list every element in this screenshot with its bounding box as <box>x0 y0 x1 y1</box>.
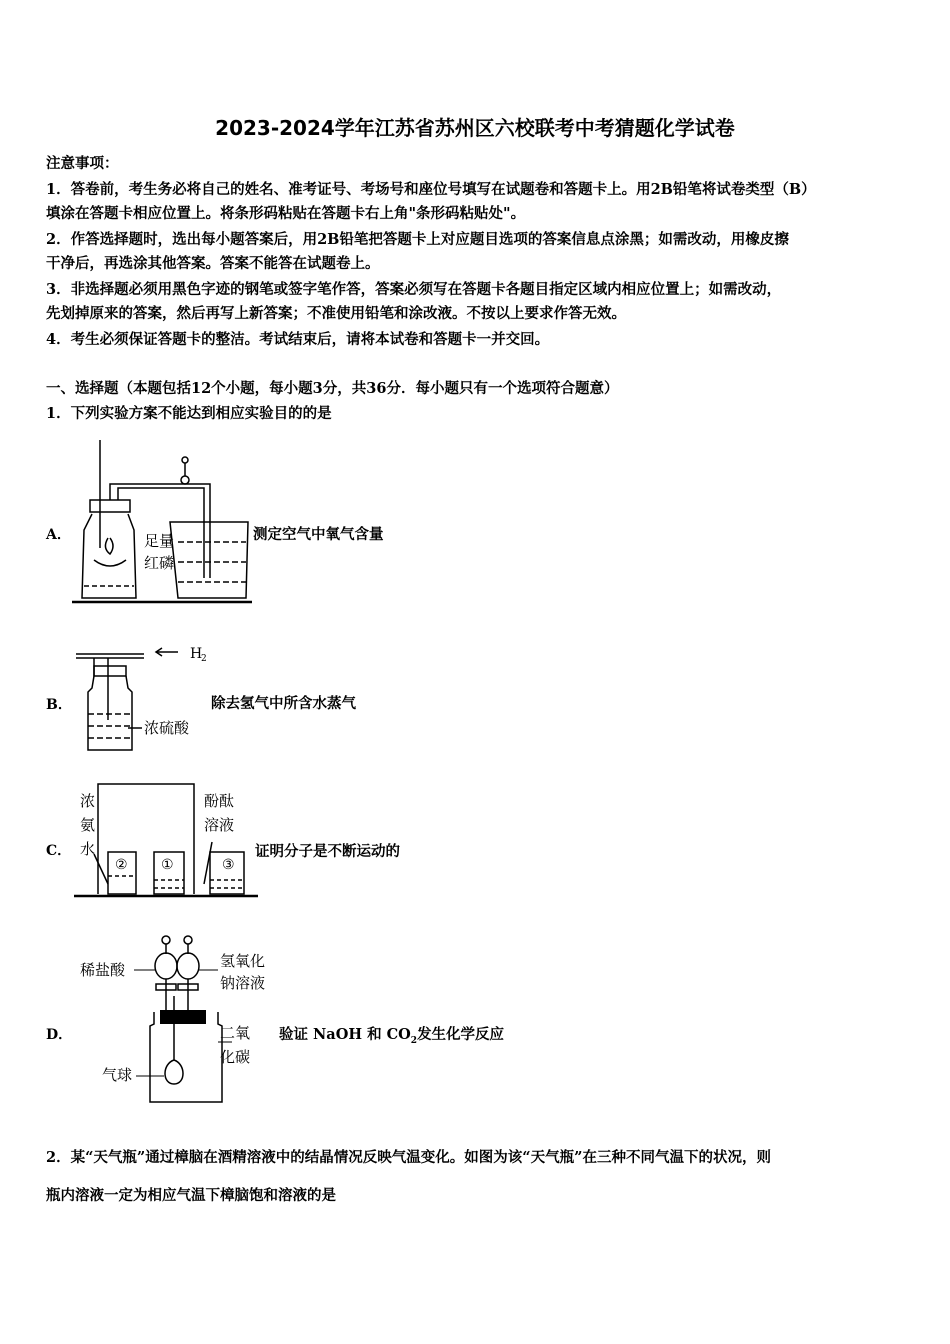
label-red-phosphorus: 红磷 <box>144 554 175 572</box>
notice-line: 1．答卷前，考生务必将自己的姓名、准考证号、考场号和座位号填写在试题卷和答题卡上。用2B铅笔将试卷类型（B） <box>46 181 816 198</box>
label-h-subscript: 2 <box>201 654 207 664</box>
notice-line: 先划掉原来的答案，然后再写上新答案；不准使用铅笔和涂改液。不按以上要求作答无效。 <box>46 305 626 322</box>
option-d-desc <box>279 1023 504 1046</box>
section-heading: 一、选择题（本题包括12个小题，每小题3分，共36分．每小题只有一个选项符合题意） <box>46 380 619 397</box>
option-a-desc: 测定空气中氧气含量 <box>253 526 384 543</box>
label-carbon-dioxide-2: 化碳 <box>220 1048 251 1066</box>
label-phenolphthalein: 酚酞 <box>204 792 235 810</box>
label-h: H <box>190 646 203 662</box>
label-beaker-1: ① <box>161 857 174 873</box>
notice-line: 3．非选择题必须用黑色字迹的钢笔或签字笔作答，答案必须写在答题卡各题目指定区域内相应位置上；如需改动， <box>46 281 782 298</box>
option-d-desc-pre: 验证 NaOH 和 CO <box>279 1026 411 1043</box>
option-a-letter: A． <box>46 527 71 543</box>
option-b-desc: 除去氢气中所含水蒸气 <box>211 695 356 712</box>
figure-a-oxygen-apparatus <box>70 438 260 608</box>
label-excess: 足量 <box>144 532 175 550</box>
label-conc-sulfuric-acid: 浓硫酸 <box>144 719 190 737</box>
label-beaker-3: ③ <box>222 857 235 873</box>
label-balloon: 气球 <box>102 1066 133 1084</box>
option-d-desc-post: 发生化学反应 <box>417 1026 505 1043</box>
notice-line: 4．考生必须保证答题卡的整洁。考试结束后，请将本试卷和答题卡一并交回。 <box>46 331 550 348</box>
question-2-line: 瓶内溶液一定为相应气温下樟脑饱和溶液的是 <box>46 1187 336 1204</box>
option-d-desc-subscript: 2 <box>410 1035 418 1046</box>
page-title: 2023-2024学年江苏省苏州区六校联考中考猜题化学试卷 <box>215 116 735 140</box>
notice-line: 干净后，再选涂其他答案。答案不能答在试题卷上。 <box>46 255 380 272</box>
label-ammonia: 氨 <box>80 816 96 834</box>
label-water: 水 <box>80 840 96 858</box>
label-naoh-solution: 钠溶液 <box>220 974 266 992</box>
label-sodium-hydroxide: 氢氧化 <box>220 952 266 970</box>
option-b-letter: B． <box>46 697 72 713</box>
option-d-letter: D． <box>46 1027 73 1043</box>
question-1-stem: 1．下列实验方案不能达到相应实验目的的是 <box>46 405 332 422</box>
option-c-desc: 证明分子是不断运动的 <box>255 843 400 860</box>
label-beaker-2: ② <box>115 857 128 873</box>
label-dilute-hcl: 稀盐酸 <box>80 961 126 979</box>
notice-line: 填涂在答题卡相应位置上。将条形码粘贴在答题卡右上角"条形码粘贴处"。 <box>46 205 526 222</box>
option-c-letter: C． <box>46 843 72 859</box>
label-carbon-dioxide-1: 二氧 <box>220 1024 251 1042</box>
notice-heading: 注意事项： <box>46 155 119 172</box>
figure-c-ammonia-diffusion <box>72 776 262 901</box>
figure-b-gas-washing-bottle <box>72 640 222 755</box>
label-concentrated: 浓 <box>80 792 96 810</box>
figure-d-co2-naoh-apparatus <box>74 930 284 1105</box>
question-2-line: 2．某“天气瓶”通过樟脑在酒精溶液中的结晶情况反映气温变化。如图为该“天气瓶”在三种不同气温下的状况，则 <box>46 1149 771 1166</box>
notice-line: 2．作答选择题时，选出每小题答案后，用2B铅笔把答题卡上对应题目选项的答案信息点涂黑；如需改动，用橡皮擦 <box>46 231 789 248</box>
label-solution: 溶液 <box>204 816 235 834</box>
